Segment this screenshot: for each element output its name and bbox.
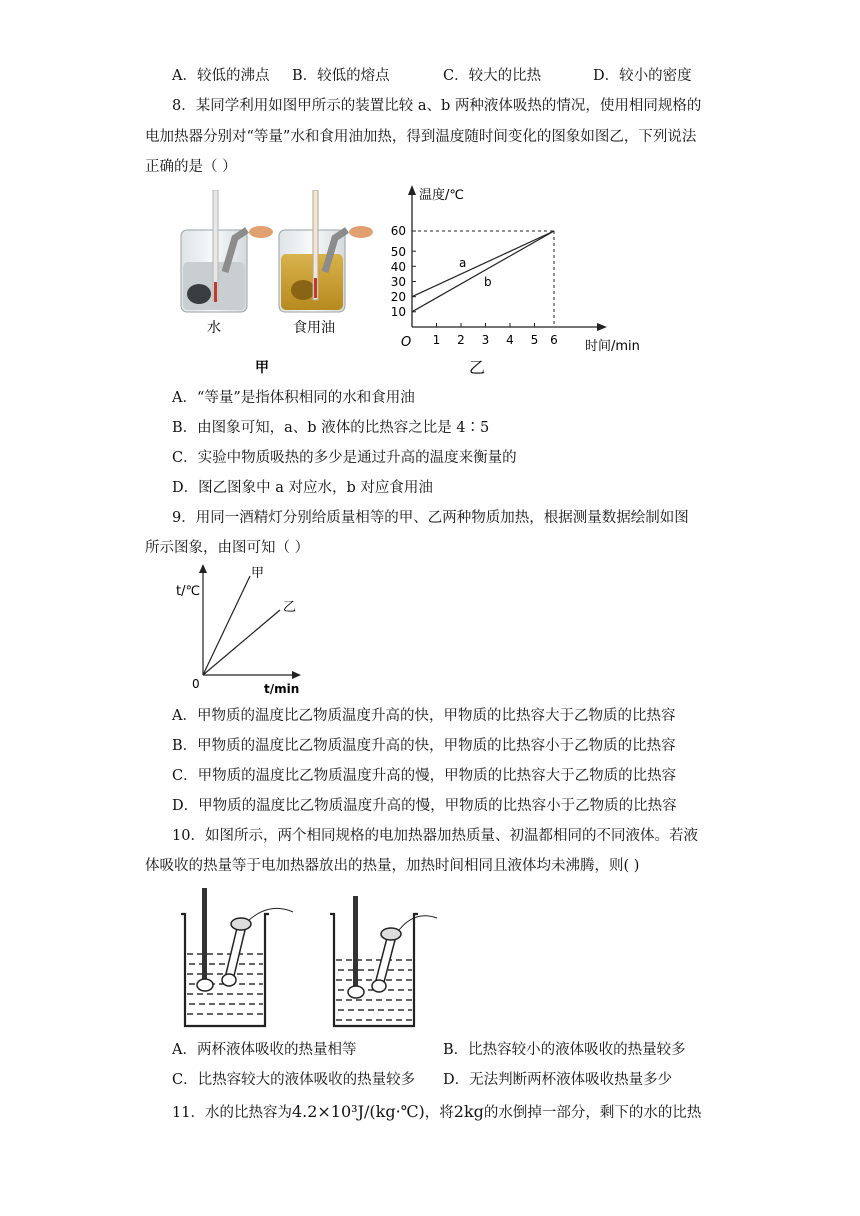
q8-figure-yi-graph	[385, 185, 655, 377]
q8-stem-line-2: 电加热器分别对“等量”水和食用油加热，得到温度随时间变化的图象如图乙，下列说法	[145, 129, 697, 145]
q9-option-a: A．甲物质的温度比乙物质温度升高的快，甲物质的比热容大于乙物质的比热容	[172, 708, 676, 724]
q8-xtick-1: 1	[432, 333, 441, 347]
q8-label-water: 水	[207, 320, 221, 336]
q8-origin-label: O	[401, 335, 412, 350]
q8-ytick-30: 30	[390, 275, 406, 289]
q9-option-d: D．甲物质的温度比乙物质温度升高的慢，甲物质的比热容小于乙物质的比热容	[172, 798, 677, 814]
q8-option-c: C．实验中物质吸热的多少是通过升高的温度来衡量的	[172, 450, 517, 466]
q7-option-d: D．较小的密度	[593, 68, 692, 84]
q8-option-a: A．“等量”是指体积相同的水和食用油	[172, 390, 415, 406]
q10-option-d: D．无法判断两杯液体吸收热量多少	[443, 1072, 673, 1088]
q8-xtick-6: 6	[550, 333, 558, 347]
q11-middle: ，将	[424, 1105, 454, 1121]
q10-stem-line-1: 10．如图所示，两个相同规格的电加热器加热质量、初温都相同的不同液体。若液	[172, 828, 698, 844]
q8-label-jia: 甲	[255, 360, 269, 376]
q9-xlabel: t/min	[264, 682, 300, 696]
q8-ytick-10: 10	[390, 305, 406, 319]
q9-stem-line-2: 所示图象，由图可知（ ）	[145, 540, 310, 556]
q8-figure-jia-beakers	[175, 190, 385, 380]
q9-option-b: B．甲物质的温度比乙物质温度升高的快，甲物质的比热容小于乙物质的比热容	[172, 738, 676, 754]
q7-option-b: B．较低的熔点	[292, 68, 390, 84]
q10-figure-beakers	[175, 888, 445, 1033]
q8-ytick-20: 20	[390, 290, 406, 304]
q11-suffix: 的水倒掉一部分，剩下的水的比热	[483, 1105, 702, 1121]
q10-option-a: A．两杯液体吸收的热量相等	[172, 1042, 357, 1058]
q8-series-a-label: a	[459, 256, 467, 270]
q9-origin-label: 0	[192, 677, 200, 691]
q8-label-yi: 乙	[469, 358, 486, 377]
q9-line-jia-label: 甲	[251, 566, 265, 581]
q9-ylabel: t/℃	[176, 584, 201, 599]
q7-option-c: C．较大的比热	[443, 68, 542, 84]
q8-xtick-3: 3	[481, 333, 490, 347]
q8-option-d: D．图乙图象中 a 对应水，b 对应食用油	[172, 480, 433, 496]
q8-ytick-40: 40	[390, 260, 406, 274]
q8-ytick-60: 60	[390, 224, 406, 238]
q8-label-oil: 食用油	[293, 320, 335, 336]
q8-xlabel: 时间/min	[585, 339, 640, 354]
q8-ytick-50: 50	[390, 245, 406, 259]
q9-option-c: C．甲物质的温度比乙物质温度升高的慢，甲物质的比热容大于乙物质的比热容	[172, 768, 677, 784]
q9-figure-graph	[170, 560, 320, 698]
q8-option-b: B．由图象可知，a、b 液体的比热容之比是 4∶5	[172, 420, 490, 436]
q8-xtick-4: 4	[506, 333, 514, 347]
q10-option-c: C．比热容较大的液体吸收的热量较多	[172, 1072, 416, 1088]
q11-formula: 4.2×10³J/(kg·℃)	[291, 1102, 425, 1121]
q10-option-b: B．比热容较小的液体吸收的热量较多	[443, 1042, 686, 1058]
q9-line-yi-label: 乙	[283, 600, 297, 615]
q7-option-a: A．较低的沸点	[172, 68, 270, 84]
q8-xtick-2: 2	[457, 333, 465, 347]
q8-xtick-5: 5	[530, 333, 539, 347]
q8-series-b-label: b	[484, 275, 492, 289]
q9-stem-line-1: 9．用同一酒精灯分别给质量相等的甲、乙两种物质加热，根据测量数据绘制如图	[172, 510, 689, 526]
q11-prefix: 11．水的比热容为	[172, 1105, 292, 1121]
q11-stem	[172, 1102, 701, 1123]
q11-mass: 2kg	[453, 1102, 484, 1121]
q8-stem-line-3: 正确的是（ ）	[145, 159, 237, 175]
q10-stem-line-2: 体吸收的热量等于电加热器放出的热量，加热时间相同且液体均未沸腾，则( )	[145, 858, 640, 874]
q8-ylabel: 温度/℃	[419, 188, 464, 203]
q8-stem-line-1: 8．某同学利用如图甲所示的装置比较 a、b 两种液体吸热的情况，使用相同规格的	[172, 98, 702, 114]
